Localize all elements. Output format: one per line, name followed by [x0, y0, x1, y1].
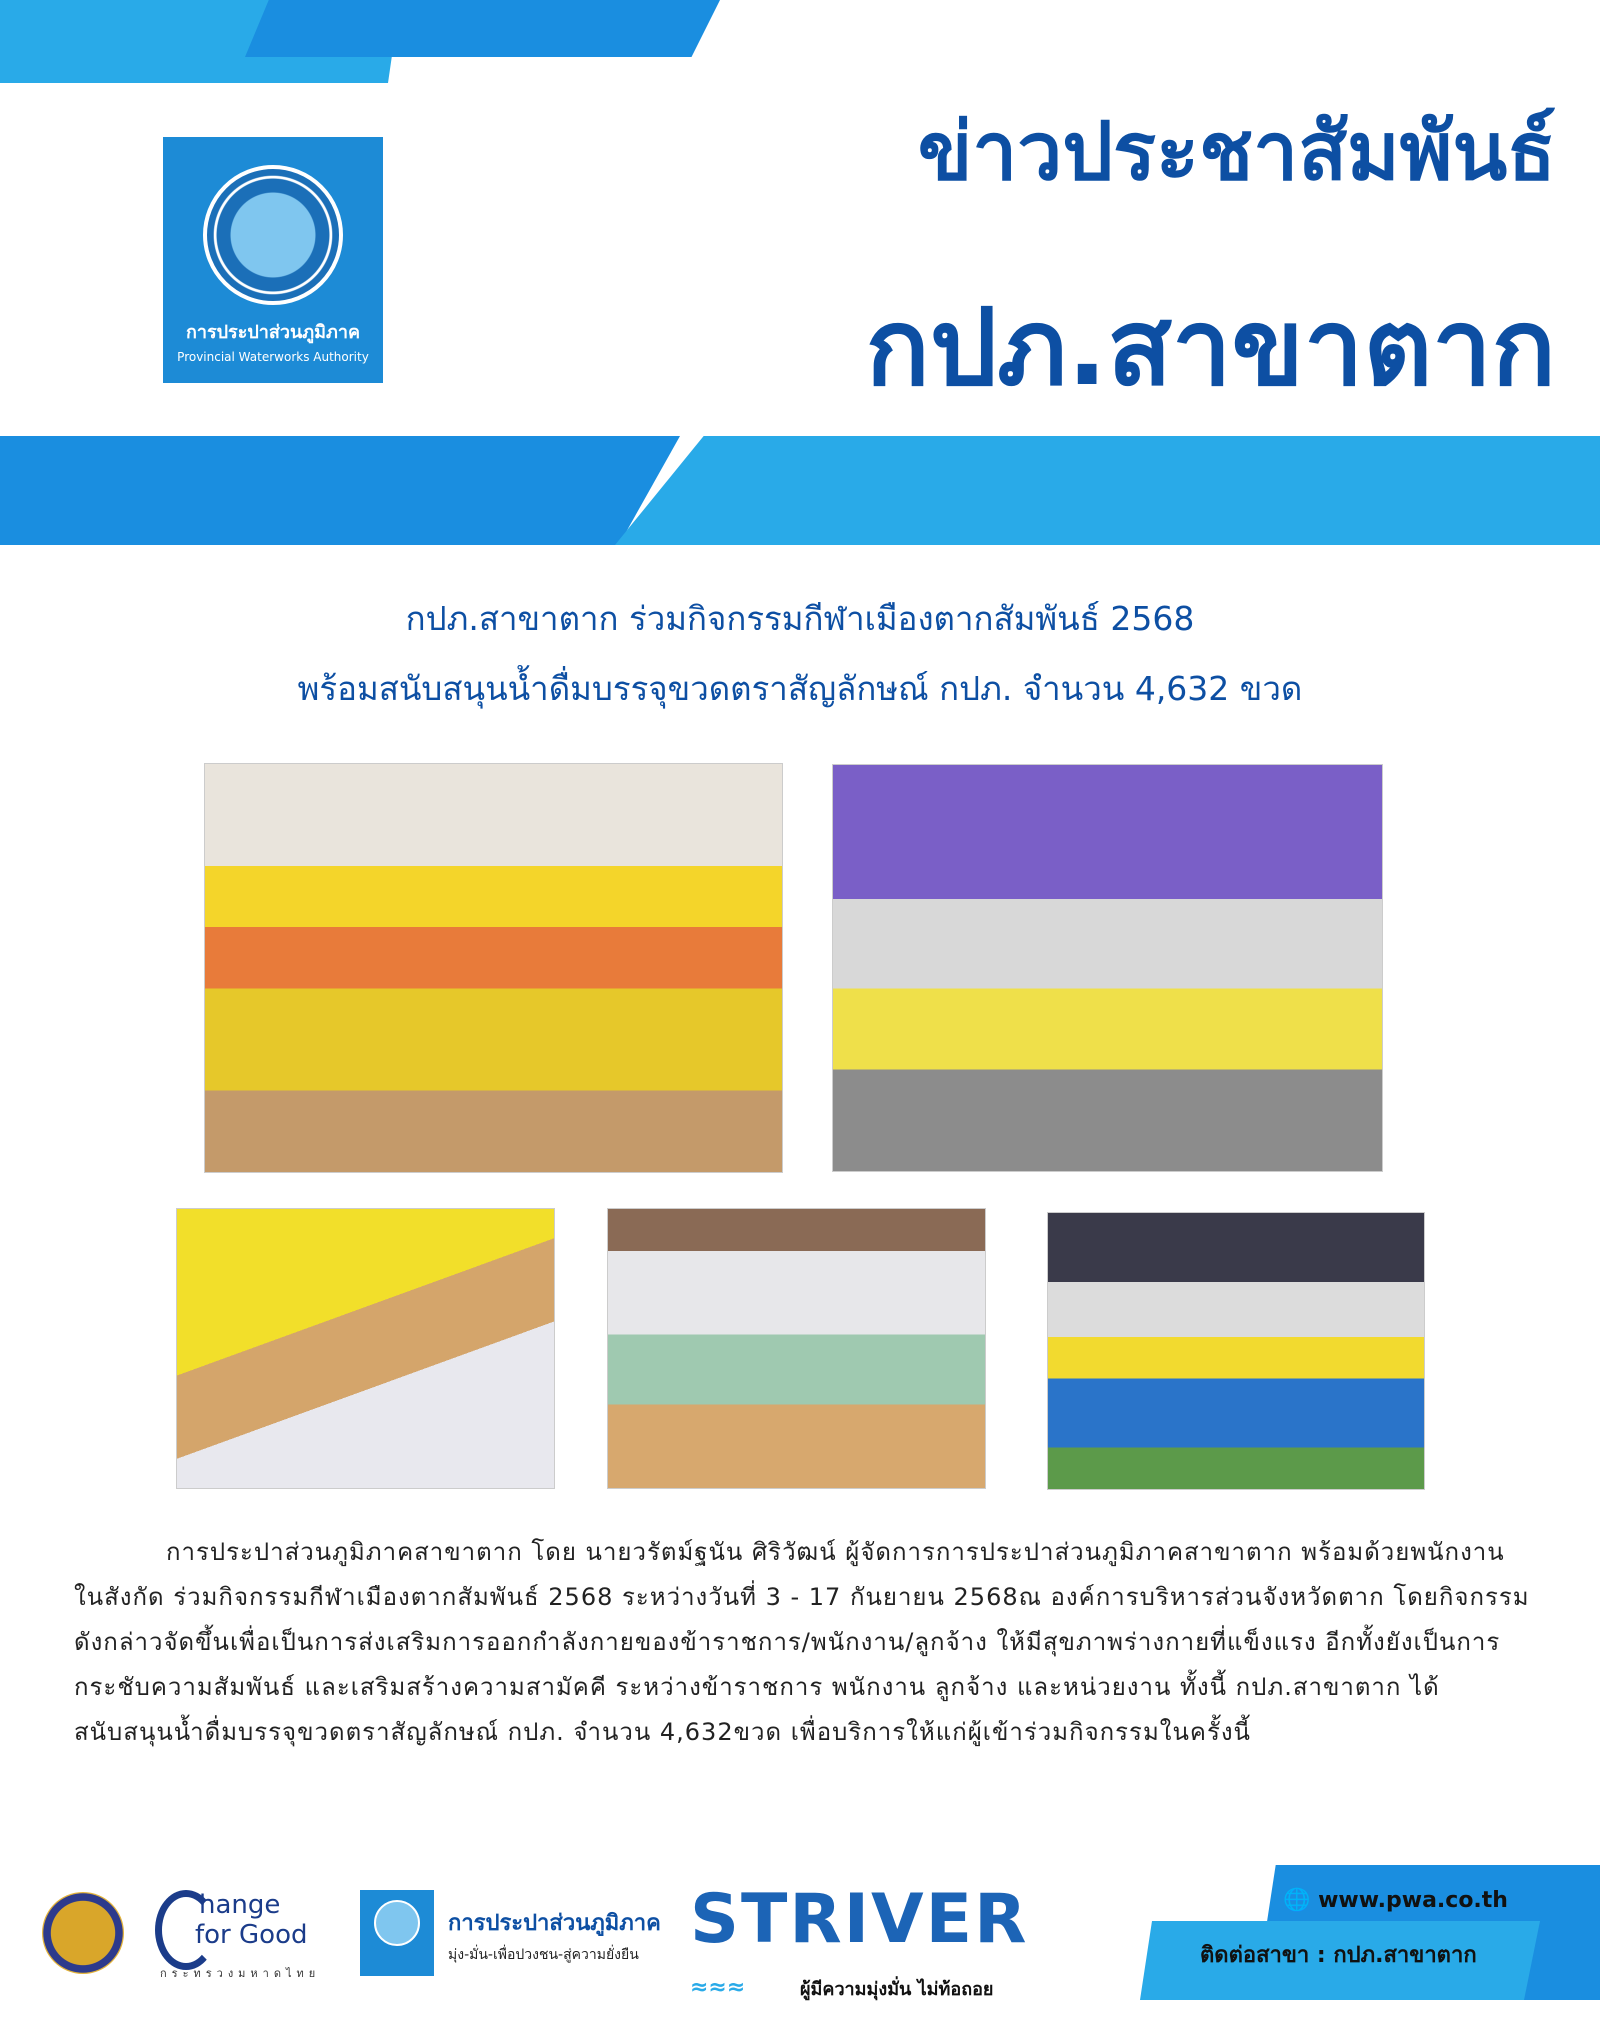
pwa-logo [163, 137, 383, 383]
website-url[interactable]: www.pwa.co.th [1318, 1888, 1508, 1913]
change-for-good-logo [155, 1890, 335, 1980]
band-dark [0, 436, 680, 545]
pwa-seal-icon [203, 165, 343, 305]
photo-stadium-crowd [176, 1208, 555, 1489]
striver-slogan: ผู้มีความมุ่งมั่น ไม่ท้อถอย [800, 1979, 994, 2000]
pwa-footer-text [448, 1905, 661, 1966]
globe-icon: 🌐 [1283, 1888, 1311, 1913]
striver-logo [690, 1880, 1029, 2000]
page-title: ข่าวประชาสัมพันธ์ [917, 105, 1556, 198]
photo-teams-on-court [607, 1208, 986, 1489]
top-stripe-dark [245, 0, 720, 57]
article-body [74, 1530, 1534, 1755]
logo-name-en: Provincial Waterworks Authority [177, 350, 369, 364]
photo-football-team [204, 763, 783, 1173]
wave-icon: ≈≈≈ [690, 1975, 746, 2000]
cfg-text-b: for Good [195, 1920, 308, 1950]
headline-line2: พร้อมสนับสนุนน้ำดื่มบรรจุขวดตราสัญลักษณ์ กปภ. จำนวน 4,632 ขวด [297, 669, 1303, 708]
photo-water-booth-tent [832, 764, 1383, 1172]
headline-line1: กปภ.สาขาตาก ร่วมกิจกรรมกีฬาเมืองตากสัมพันธ์ 2568 [405, 599, 1195, 638]
photo-water-donation [1047, 1212, 1425, 1490]
article-paragraph: การประปาส่วนภูมิภาคสาขาตาก โดย นายวรัตม์ฐนัน ศิริวัฒน์ ผู้จัดการการประปาส่วนภูมิภาคสาขาตาก พร้อมด้วยพนักงานในสังกัด ร่วมกิจกรรมกีฬาเมืองตากสัมพันธ์ 2568 ระหว่างวันที่ 3 - 17 กันยายน 2568ณ องค์การบริหารส่วนจังหวัดตาก โดยกิจกรรมดังกล่าวจัดขึ้นเพื่อเป็นการส่งเสริมการออกกำลังกายของข้าราชการ/พนักงาน/ลูกจ้าง ให้มีสุขภาพร่างกายที่แข็งแรง อีกทั้งยังเป็นการกระชับความสัมพันธ์ และเสริมสร้างความสามัคคี ระหว่างข้าราชการ พนักงาน ลูกจ้าง และหน่วยงาน ทั้งนี้ กปภ.สาขาตาก ได้สนับสนุนน้ำดื่มบรรจุขวดตราสัญลักษณ์ กปภ. จำนวน 4,632ขวด เพื่อบริการให้แก่ผู้เข้าร่วมกิจกรรมในครั้งนี้ [74, 1538, 1530, 1746]
pwa-slogan: มุ่ง-มั่น-เพื่อปวงชน-สู่ความยั่งยืน [448, 1947, 639, 1963]
pwa-small-logo [360, 1890, 434, 1976]
branch-contact: ติดต่อสาขา : กปภ.สาขาตาก [1200, 1943, 1477, 1968]
pwa-seal-icon [374, 1900, 420, 1946]
interior-ministry-seal-icon [42, 1892, 124, 1974]
striver-wordmark: STRIVER [690, 1880, 1029, 1959]
logo-name-th: การประปาส่วนภูมิภาค [185, 322, 361, 343]
branch-title: กปภ.สาขาตาก [865, 286, 1556, 409]
pwa-name: การประปาส่วนภูมิภาค [448, 1911, 661, 1936]
cfg-text-a: hange [199, 1890, 281, 1920]
website-link[interactable] [1283, 1888, 1508, 1913]
band-light [615, 436, 1600, 545]
ministry-label: กระทรวงมหาดไทย [160, 1967, 321, 1980]
